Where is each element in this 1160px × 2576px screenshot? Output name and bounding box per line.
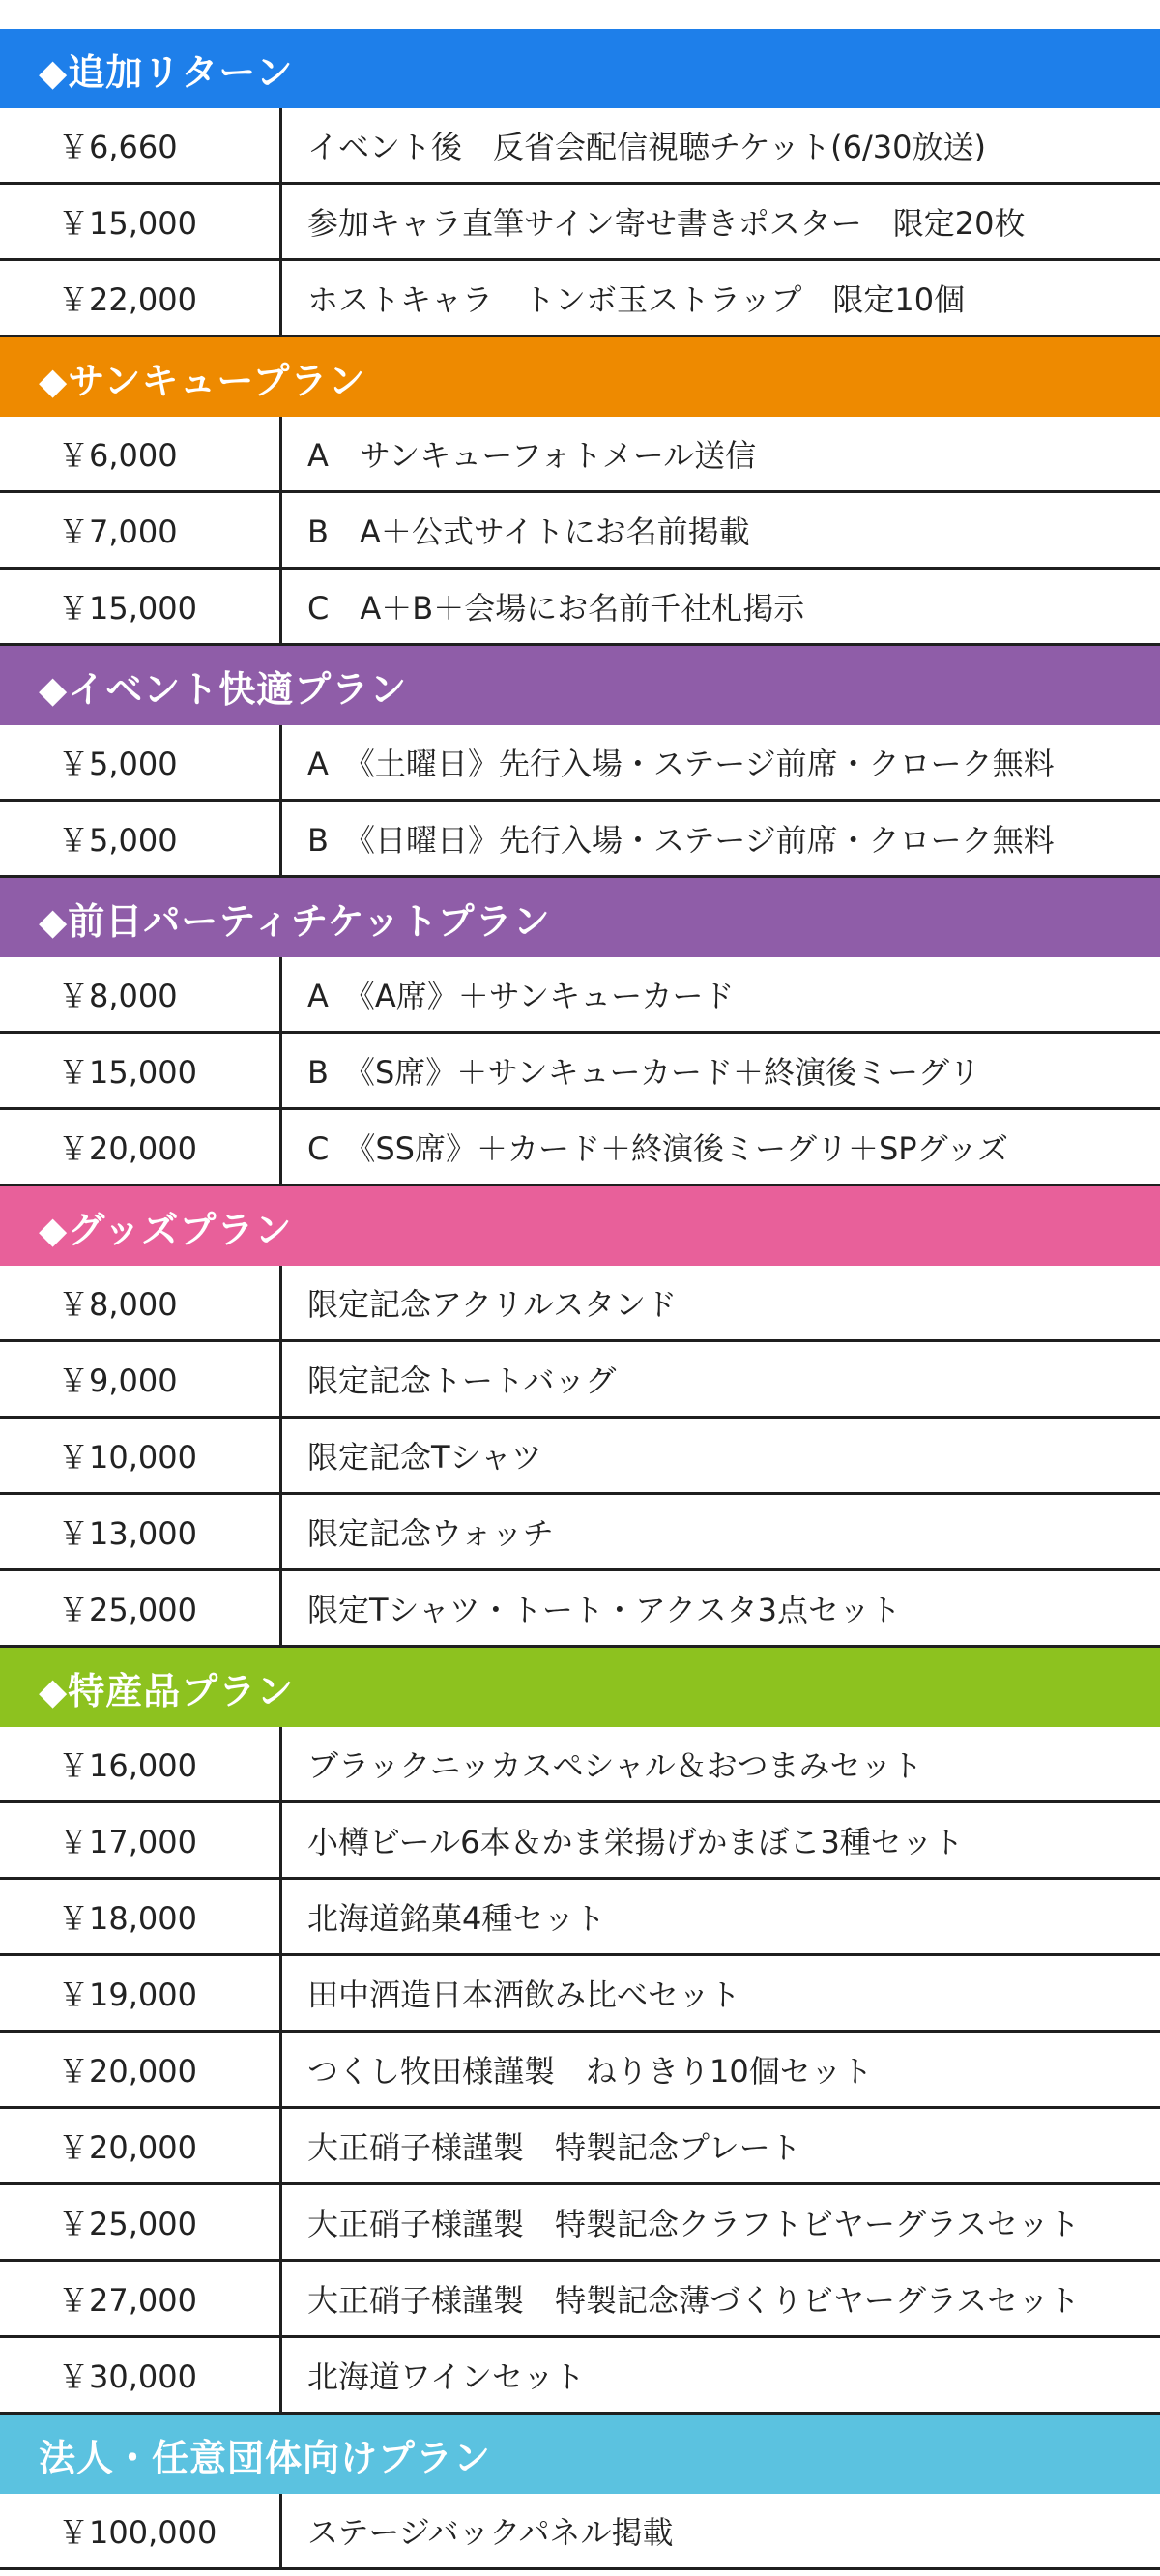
plan-price: ￥15,000 [0,570,282,643]
plan-description: 限定Tシャツ・トート・アクスタ3点セット [307,1592,901,1628]
plan-description: 大正硝子様謹製 特製記念プレート [307,2129,801,2166]
plan-price: ￥8,000 [0,957,282,1031]
plan-description: A 《土曜日》先行入場・ステージ前席・クローク無料 [307,746,1055,782]
plan-description: つくし牧田様謹製 ねりきり10個セット [307,2053,873,2090]
plan-row [0,1034,1160,1110]
plan-price: ￥8,000 [0,1266,282,1339]
plan-price: ￥30,000 [0,2338,282,2412]
plan-price: ￥17,000 [0,1803,282,1877]
plan-price: ￥20,000 [0,1110,282,1184]
plan-price: ￥25,000 [0,2185,282,2259]
plan-row [0,1571,1160,1648]
plan-row [0,957,1160,1034]
plan-description: ステージバックパネル掲載 [307,2514,674,2551]
plan-price: ￥13,000 [0,1495,282,1568]
plan-description: 限定記念Tシャツ [307,1439,542,1476]
plan-price: ￥27,000 [0,2262,282,2335]
plan-description: 田中酒造日本酒飲み比べセット [307,1976,741,2013]
plan-description: 限定記念アクリルスタンド [307,1286,678,1323]
plan-description: 大正硝子様謹製 特製記念クラフトビヤーグラスセット [307,2206,1081,2242]
plan-row [0,108,1160,185]
plan-price: ￥10,000 [0,1419,282,1492]
plan-description: B 《日曜日》先行入場・ステージ前席・クローク無料 [307,822,1055,859]
plan-price: ￥15,000 [0,185,282,258]
plan-price: ￥20,000 [0,2033,282,2106]
plan-price: ￥15,000 [0,1034,282,1107]
plan-description: A 《A席》＋サンキューカード [307,978,735,1014]
plan-row [0,261,1160,337]
plan-row [0,1803,1160,1880]
plan-section [0,29,1160,337]
plan-description: 限定記念トートバッグ [307,1362,617,1399]
plan-description: 北海道ワインセット [307,2358,586,2395]
plan-description: 北海道銘菓4種セット [307,1900,606,1937]
plan-description: 小樽ビール6本＆かま栄揚げかまぼこ3種セット [307,1824,964,1860]
plan-row [0,725,1160,802]
plan-price: ￥22,000 [0,261,282,335]
plan-price: ￥100,000 [0,2494,282,2567]
plan-description: ホストキャラ トンボ玉ストラップ 限定10個 [307,281,966,318]
plan-description: 大正硝子様謹製 特製記念薄づくりビヤーグラスセット [307,2282,1081,2319]
plan-price: ￥5,000 [0,725,282,799]
plan-description: 参加キャラ直筆サイン寄せ書きポスター 限定20枚 [307,205,1026,242]
plan-section [0,878,1160,1186]
plan-section [0,337,1160,646]
section-header: 法人・任意団体向けプラン [0,2415,1160,2494]
plan-row [0,802,1160,878]
plan-description: B A＋公式サイトにお名前掲載 [307,513,750,550]
section-header: ◆特産品プラン [0,1648,1160,1727]
plan-description: ブラックニッカスペシャル＆おつまみセット [307,1747,923,1784]
plan-row [0,2033,1160,2109]
section-header: ◆イベント快適プラン [0,646,1160,725]
plan-row [0,2262,1160,2338]
plan-description: B 《S席》＋サンキューカード＋終演後ミーグリ [307,1054,981,1091]
plan-price: ￥9,000 [0,1342,282,1416]
plan-description: 限定記念ウォッチ [307,1515,554,1552]
plan-row [0,570,1160,646]
plan-price: ￥5,000 [0,802,282,875]
plan-price: ￥18,000 [0,1880,282,1953]
plan-row [0,2109,1160,2185]
plan-price: ￥19,000 [0,1956,282,2030]
plan-section [0,2415,1160,2570]
plan-description: C 《SS席》＋カード＋終演後ミーグリ＋SPグッズ [307,1130,1008,1167]
plan-row [0,2338,1160,2415]
plan-description: A サンキューフォトメール送信 [307,437,757,474]
plan-section [0,1648,1160,2415]
plan-row [0,2494,1160,2570]
plan-description: C A＋B＋会場にお名前千社札掲示 [307,590,805,627]
section-header: ◆サンキュープラン [0,337,1160,417]
plan-row [0,2185,1160,2262]
plan-price: ￥20,000 [0,2109,282,2182]
plan-section [0,646,1160,878]
plan-row [0,1342,1160,1419]
plan-row [0,1419,1160,1495]
plan-price: ￥6,660 [0,108,282,182]
plan-row [0,1880,1160,1956]
plan-price: ￥16,000 [0,1727,282,1800]
plan-row [0,417,1160,493]
plan-row [0,185,1160,261]
plan-price: ￥7,000 [0,493,282,567]
section-header: ◆グッズプラン [0,1186,1160,1266]
plan-price: ￥6,000 [0,417,282,490]
plan-description: イベント後 反省会配信視聴チケット(6/30放送) [307,129,986,165]
plan-row [0,493,1160,570]
plan-row [0,1266,1160,1342]
plan-row [0,1956,1160,2033]
section-header: ◆前日パーティチケットプラン [0,878,1160,957]
plan-section [0,1186,1160,1648]
plan-price: ￥25,000 [0,1571,282,1645]
section-header: ◆追加リターン [0,29,1160,108]
plan-row [0,1495,1160,1571]
plan-row [0,1727,1160,1803]
plan-row [0,1110,1160,1186]
